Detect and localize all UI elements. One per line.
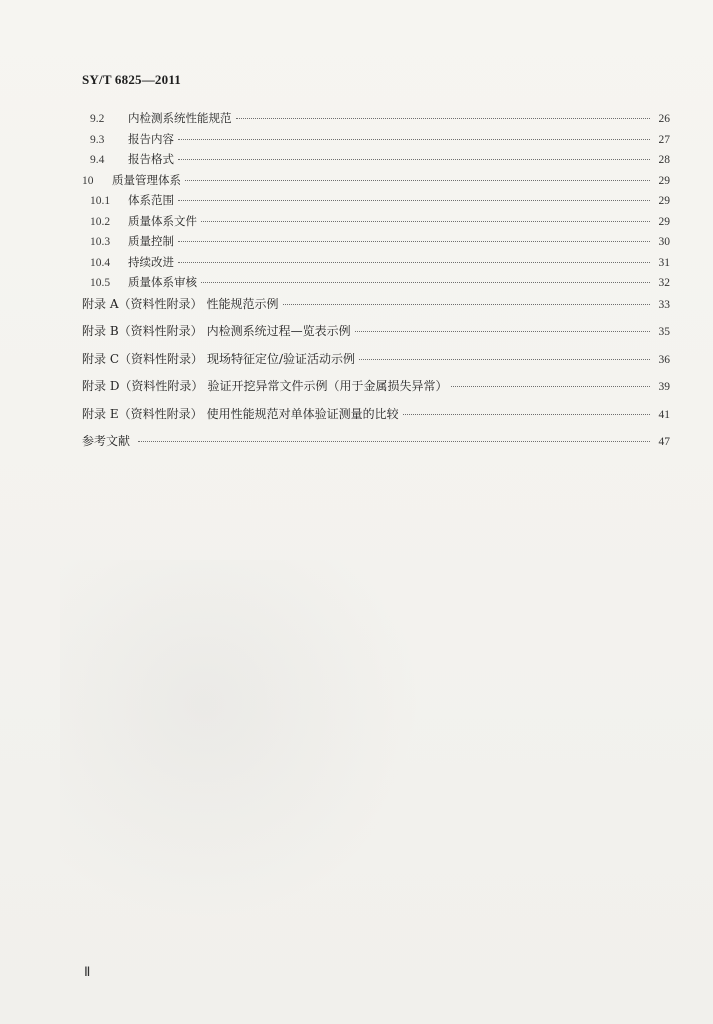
dot-leader <box>178 241 650 242</box>
toc-entry[interactable] <box>82 192 670 213</box>
appendix-label: 附录 B（资料性附录） <box>82 324 203 338</box>
appendix-page: 41 <box>658 408 670 421</box>
toc-appendix-entry[interactable] <box>82 350 670 378</box>
toc-entry-page: 29 <box>658 174 670 187</box>
toc-appendix-entry[interactable] <box>82 295 670 323</box>
toc-entry[interactable] <box>82 233 670 254</box>
toc-entry-number: 9.2 <box>90 113 105 125</box>
dot-leader <box>355 331 650 332</box>
toc-entry-page: 29 <box>658 195 670 207</box>
references-page: 47 <box>658 436 670 448</box>
toc-entry-page: 29 <box>658 215 670 228</box>
dot-leader <box>283 304 651 305</box>
appendix-title: 现场特征定位/验证活动示例 <box>207 351 356 366</box>
dot-leader <box>178 200 650 201</box>
appendix-page: 39 <box>658 381 670 393</box>
toc-entry[interactable] <box>82 254 670 275</box>
dot-leader <box>138 441 650 442</box>
toc-entry-number: 9.4 <box>90 154 105 166</box>
dot-leader <box>201 282 650 283</box>
toc-entry-title: 内检测系统性能规范 <box>128 111 232 125</box>
appendix-page: 33 <box>658 298 670 311</box>
appendix-page: 36 <box>658 353 670 366</box>
document-id: SY/T 6825—2011 <box>82 72 181 87</box>
toc-entry-number: 9.3 <box>90 133 105 146</box>
toc-entry[interactable] <box>82 151 670 172</box>
toc-entry-page: 26 <box>658 113 670 125</box>
dot-leader <box>178 159 650 160</box>
appendix-label: 附录 D（资料性附录） <box>82 379 204 393</box>
toc-entry-number: 10.4 <box>90 256 111 269</box>
toc-entry-page: 31 <box>658 256 670 269</box>
toc-references-entry[interactable] <box>82 432 670 460</box>
page-number: Ⅱ <box>84 964 91 979</box>
toc-entry-title: 质量体系文件 <box>128 213 197 228</box>
dot-leader <box>451 386 650 387</box>
toc-entry-number: 10.5 <box>90 277 111 289</box>
toc-entry-page: 32 <box>658 277 670 289</box>
toc-entry[interactable] <box>82 131 670 152</box>
toc-entry-title: 报告内容 <box>128 131 174 146</box>
toc-entry-number: 10.3 <box>90 236 111 248</box>
table-of-contents <box>82 110 670 460</box>
toc-entry[interactable] <box>82 274 670 295</box>
toc-entry-title: 质量体系审核 <box>128 275 197 289</box>
toc-entry-number: 10 <box>82 174 94 187</box>
toc-entry-title: 体系范围 <box>128 193 174 207</box>
dot-leader <box>178 139 650 140</box>
toc-appendix-entry[interactable] <box>82 377 670 405</box>
toc-entry-title: 质量管理体系 <box>112 172 181 187</box>
appendix-label: 附录 C（资料性附录） <box>82 351 203 366</box>
dot-leader <box>178 262 650 263</box>
appendix-title: 性能规范示例 <box>206 296 279 311</box>
toc-appendix-entry[interactable] <box>82 405 670 433</box>
toc-entry[interactable] <box>82 213 670 234</box>
dot-leader <box>201 221 650 222</box>
toc-entry-title: 报告格式 <box>128 152 174 166</box>
toc-entry[interactable] <box>82 172 670 193</box>
appendix-title: 验证开挖异常文件示例（用于金属损失异常） <box>207 379 448 393</box>
toc-entry-number: 10.2 <box>90 215 111 228</box>
appendix-label: 附录 A（资料性附录） <box>82 296 203 311</box>
toc-entry[interactable] <box>82 110 670 131</box>
references-label: 参考文献 <box>82 434 131 448</box>
appendix-title: 使用性能规范对单体验证测量的比较 <box>206 406 399 421</box>
appendix-title: 内检测系统过程—览表示例 <box>206 324 351 338</box>
dot-leader <box>236 118 651 119</box>
appendix-page: 35 <box>658 326 670 338</box>
appendix-label: 附录 E（资料性附录） <box>82 406 203 421</box>
toc-entry-title: 质量控制 <box>128 234 174 248</box>
dot-leader <box>403 414 650 415</box>
toc-entry-page: 28 <box>658 154 670 166</box>
scan-shading <box>60 560 420 920</box>
toc-appendix-entry[interactable] <box>82 322 670 350</box>
toc-entry-number: 10.1 <box>90 195 111 207</box>
dot-leader <box>185 180 650 181</box>
toc-entry-page: 30 <box>658 236 670 248</box>
toc-entry-page: 27 <box>658 133 670 146</box>
toc-entry-title: 持续改进 <box>128 254 174 269</box>
dot-leader <box>359 359 650 360</box>
